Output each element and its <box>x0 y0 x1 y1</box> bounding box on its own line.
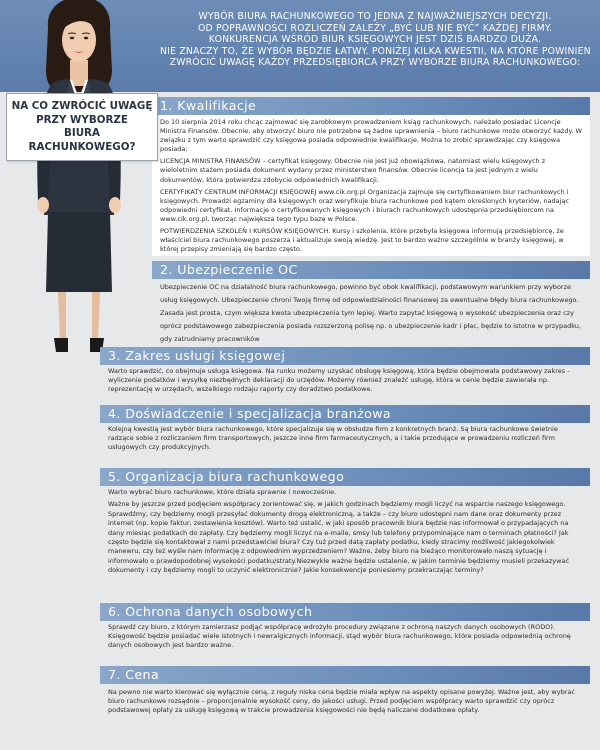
question-box <box>6 93 158 161</box>
section-body-data-protection <box>100 623 590 653</box>
paragraph: Sprawdź czy biuro, z którym zamierzasz podjąć współpracę wdrożyło procedury związane z ochroną naszych danych osobowych (RODO). Księgowość będzie posiadać wiele istotnych i newralgicznych informacji, stąd wybór biura rachunkowego, które posiada odpowiednią ochronę danych osobowych jest bardzo ważne. <box>108 623 571 650</box>
paragraph: Ważne by jeszcze przed podjęciem współpracy zorientować się, w jakich godzinach będziemy mogli liczyć na wsparcie naszego księgowego. Sprawdźmy, czy będziemy mogli przesyłać dokumenty drogą elektroniczną, a także – czy biuro udostępni nam dane oraz dokumenty przez internet (np. kopie faktur, zestawienia kosztów). Warto też ustalić, w jaki sposób pracownik biura będzie nas informował o przypadających na dany miesiąc podatkach do zapłaty. Czy będziemy mogli liczyć na e-maile, smsy lub telefony przypominające nam o terminach płatności? Jak często będzie się kontaktował z nami przedstawiciel biura? Czy tuż przed datą zapłaty podatku, kiedy stracimy możliwość jakiegokolwiek manewru, czy też wyśle nam informację z odpowiednim wyprzedzeniem? Ważne, żeby biuro na bieżąco monitorowało naszą sytuację i informowało o prawdopodobnej wysokości podatku/straty.Niezwykle ważne będzie ustalenie, w jakim terminie będziemy musieli przekazywać dokumenty i czy będziemy mogli to uczynić elektronicznie? Jakie konsekwencje poniesiemy przekraczając terminy? <box>108 500 570 575</box>
paragraph: Kolejną kwestią jest wybór biura rachunkowego, które specjalizuje się w obsłudze firm z konkretnych branż. Są biura rachunkowe świetnie radzące sobie z rozliczaniem firm transportowych, jeszcze inne firm farmaceutycznych, a i takie przodujące w prowadzeniu rozliczeń firm usługowych czy produkcyjnych. <box>108 425 558 452</box>
intro-line: NIE ZNACZY TO, ŻE WYBÓR BĘDZIE ŁATWY. PONIŻEJ KILKA KWESTII, NA KTÓRE POWINIEN <box>160 45 591 57</box>
intro-line: ZWRÓCIĆ UWAGĘ KAŻDY PRZEDSIĘBIORCA PRZY WYBORZE BIURA RACHUNKOWEGO: <box>169 57 581 69</box>
paragraph: Warto sprawdzić, co obejmuje usługa księgowa. Na runku możemy uzyskać obsługę księgową, która będzie obejmowała podstawowy zakres - wyliczenie podatków i wysyłkę niezbędnych deklaracji do urzędów. Możemy również znaleźć usługę, która w cenie będzie zawierała np. reprezentację w urzędach, wszelkiego rodzaju raporty czy doradztwo podatkowe. <box>108 367 570 394</box>
paragraph: POTWIERDZENIA SZKOLEŃ I KURSÓW KSIĘGOWYCH. Kursy i szkolenia, które przebyła księgowa informują przedsiębiorcę, że właściciel biura rachunkowego poszerza i aktualizuje swoją wiedzę. Jest to bardzo ważne szczególnie w branży księgowej, w której przepisy zmieniają się bardzo często. <box>160 227 564 254</box>
section-body-price <box>100 688 590 718</box>
section-heading-organization: 5. Organizacja biura rachunkowego <box>100 468 590 486</box>
section-heading-insurance: 2. Ubezpieczenie OC <box>152 261 590 279</box>
section-heading-scope: 3. Zakres usługi księgowej <box>100 347 590 365</box>
intro-text <box>160 11 590 69</box>
intro-line: WYBÓR BIURA RACHUNKOWEGO TO JEDNA Z NAJWAŻNIEJSZYCH DECYZJI. <box>198 11 552 22</box>
question-line: BIURA RACHUNKOWEGO? <box>28 127 136 153</box>
intro-line: KONKURENCJA WŚRÓD BIUR KSIĘGOWYCH JEST DZIŚ BARDZO DUŻA. <box>208 34 542 46</box>
paragraph: Ubezpieczenie OC na działalność biura rachunkowego, powinno być obok kwalifikacji, podstawowym warunkiem przy wyborze usług księgowych. Ubezpieczenie chroni Twoją firmę od odpowiedzialności finansowej za ewentualne błędy biura rachunkowego. Zasada jest prosta, czym większa kwota ubezpieczenia tym lepiej. Warto zapytać księgową o wysokość ubezpieczenia oraz czy oprócz podstawowego zabezpieczenia posiada rozszerzoną polisę np. o ubezpieczenie kadr i płac, będzie to istotne w przypadku, gdy zatrudniamy pracowników <box>160 283 581 343</box>
section-heading-data-protection: 6. Ochrona danych osobowych <box>100 603 590 621</box>
section-heading-price: 7. Cena <box>100 666 590 684</box>
paragraph: Warto wybrać biuro rachunkowe, które działa sprawnie i nowocześnie. <box>108 488 337 496</box>
section-heading-experience: 4. Doświadczenie i specjalizacja branżowa <box>100 405 590 423</box>
section-heading-qualifications: 1. Kwalifikacje <box>152 97 590 115</box>
section-body-organization <box>100 488 590 576</box>
paragraph: Na pewno nie warto kierować się wyłącznie ceną, z reguły niska cena będzie miała wpływ na aspekty opisane powyżej. Ważne jest, aby wybrać biuro rachunkowe rozsądnie – proporcjonalnie wysokość ceny, do jakości usługi. Przed podjęciem współpracy warto sprawdzić czy oprócz podstawowej opłaty za usługę księgową w trakcie prowadzenia księgowości nie będą naliczane dodatkowe opłaty. <box>108 688 575 715</box>
intro-line: OD POPRAWNOŚCI ROZLICZEŃ ZALEŻY „BYĆ LUB NIE BYĆ” KAŻDEJ FIRMY. <box>197 22 553 34</box>
question-line: PRZY WYBORZE <box>36 113 128 126</box>
question-line: NA CO ZWRÓCIĆ UWAGĘ <box>11 100 153 112</box>
paragraph: CERTYFIKATY CENTRUM INFORMACJI KSIĘGOWEJ www.cik.org.pl Organizacja zajmuje się certyfikowaniem biur rachunkowych i księgowych. Prowadzi egzaminy dla księgowych oraz weryfikuje biura rachunkowe pod kątem określonych kryteriów, nadając odpowiedni certyfikat. Informacje o certyfikowanych księgowych i biurach rachunkowych udostępnia przedsiębiorcom na www.cik.org.pl, tworząc największa tego typu bazę w Polsce. <box>160 187 570 223</box>
paragraph: LICENCJA MINISTRA FINANSÓW – certyfikat księgowy. Obecnie nie jest już obowiązkowa, natomiast wielu księgowych z wieloletnim stażem posiada dokument wydany przez ministerstwo finansów. Obecnie licencja ta jest jednym z wielu dokumentów, która potwierdza zdobycie odpowiednich kwalifikacji. <box>160 157 546 184</box>
section-body-experience <box>100 425 590 455</box>
section-body-qualifications <box>152 115 590 256</box>
paragraph: Do 10 sierpnia 2014 roku chcąc zajmować się zarobkowym prowadzeniem ksiąg rachunkowych, należało posiadać Licencje Ministra Finansów. Obecnie, aby otworzyć biuro nie potrzebne są żadne uprawnienia – biuro rachunkowe może otworzyć każdy. W związku z tym warto sprawdzić czy księgowa posiada odpowiednie kwalifikacje. Można to zrobić sprawdzając czy księgowa posiada: <box>160 118 582 154</box>
section-body-scope <box>100 367 590 397</box>
section-body-insurance <box>152 281 590 346</box>
